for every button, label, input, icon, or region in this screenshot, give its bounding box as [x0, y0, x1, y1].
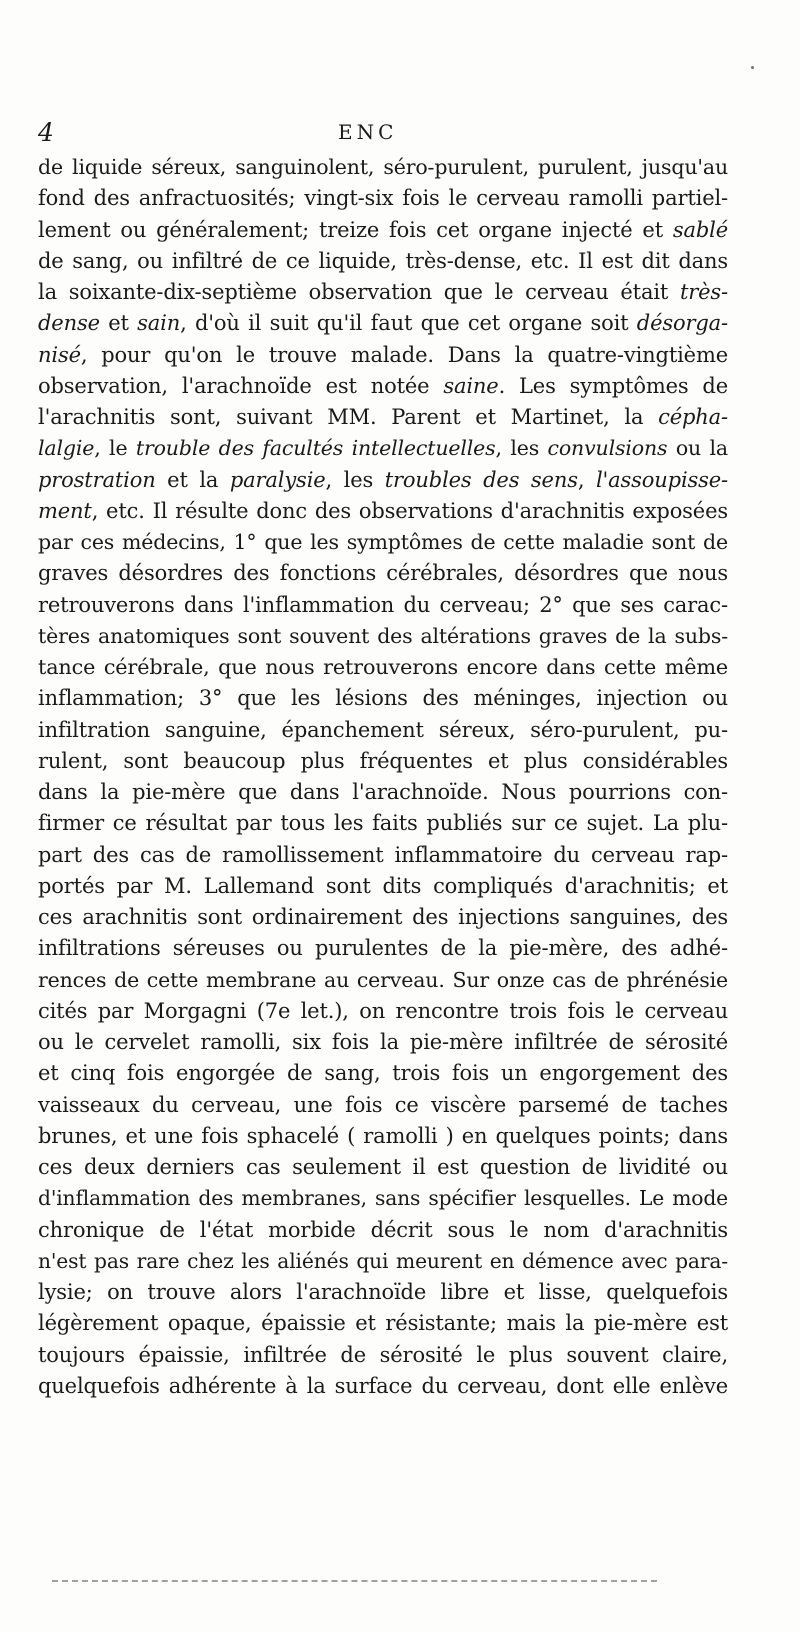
text-segment: , le [94, 436, 136, 461]
text-segment: ou le cervelet ramolli, six fois la pie-mère infiltrée de sérosité [38, 1030, 728, 1054]
text-line [38, 558, 728, 589]
text-line [38, 1027, 728, 1058]
text-line [38, 996, 728, 1027]
body-text [38, 152, 728, 1402]
text-segment: rulent, sont beaucoup plus fréquentes et plus considérables [38, 748, 728, 773]
italic-segment: sablé [672, 217, 728, 242]
text-line [38, 590, 728, 621]
italic-segment: sain [137, 311, 181, 336]
italic-segment: troubles des sens [384, 467, 578, 492]
italic-segment: nisé [38, 342, 81, 367]
text-segment: vaisseaux du cerveau, une fois ce viscère parsemé de taches [38, 1092, 728, 1117]
italic-segment: convulsions [547, 436, 668, 461]
text-segment: part des cas de ramollissement inflammatoire du cerveau rap- [38, 842, 728, 867]
text-line [38, 871, 728, 902]
text-segment: cités par Morgagni (7e let.), on rencontre trois fois le cerveau [38, 998, 728, 1023]
text-line [38, 465, 728, 496]
text-segment: , les [495, 436, 548, 461]
text-line [38, 1152, 728, 1183]
text-line [38, 902, 728, 933]
text-segment: ou la [667, 436, 728, 461]
text-segment: et [99, 311, 138, 336]
text-line [38, 433, 728, 464]
text-line [38, 402, 728, 433]
text-segment: lement ou généralement; treize fois cet organe injecté et [38, 217, 673, 242]
text-segment: chronique de l'état morbide décrit sous le nom d'arachnitis [38, 1217, 728, 1242]
text-segment: brunes, et une fois sphacelé ( ramolli ) en quelques points; dans [38, 1123, 728, 1148]
italic-segment: trouble des facultés intellectuelles [135, 436, 496, 461]
text-segment: , les [325, 467, 385, 492]
text-segment: , etc. Il résulte donc des observations d'arachnitis exposées [91, 498, 728, 523]
running-title: ENC [338, 120, 398, 144]
text-segment: par ces médecins, 1° que les symptômes de cette maladie sont de [38, 530, 728, 554]
text-line [38, 1308, 728, 1339]
text-segment: firmer ce résultat par tous les faits publiés sur ce sujet. La plu- [38, 811, 728, 836]
text-line [38, 1090, 728, 1121]
italic-segment: paralysie [229, 467, 326, 492]
text-segment: ces deux derniers cas seulement il est question de lividité ou [38, 1155, 728, 1179]
text-segment: , pour qu'on le trouve malade. Dans la quatre-vingtième [80, 342, 728, 367]
text-line [38, 652, 728, 683]
text-segment: infiltrations séreuses ou purulentes de la pie-mère, des adhé- [38, 936, 728, 961]
italic-segment: ment [38, 498, 92, 523]
text-segment: inflammation; 3° que les lésions des méninges, injection ou [38, 686, 728, 711]
text-line [38, 933, 728, 964]
text-segment: , [577, 467, 596, 492]
italic-segment: l'assoupisse- [595, 467, 728, 492]
text-line [38, 1058, 728, 1089]
text-segment: tance cérébrale, que nous retrouverons encore dans cette même [38, 655, 728, 679]
text-line [38, 1340, 728, 1371]
text-segment: et cinq fois engorgée de sang, trois fois un engorgement des [38, 1061, 728, 1086]
text-segment: , d'où il suit qu'il faut que cet organe soit [180, 311, 637, 336]
text-line [38, 527, 728, 558]
text-segment: légèrement opaque, épaissie et résistante; mais la pie-mère est [38, 1311, 728, 1336]
text-segment: retrouverons dans l'inflammation du cerveau; 2° que ses carac- [38, 592, 728, 617]
text-line [38, 715, 728, 746]
text-line [38, 683, 728, 714]
text-segment: toujours épaissie, infiltrée de sérosité le plus souvent claire, [38, 1342, 728, 1367]
text-segment: ces arachnitis sont ordinairement des injections sanguines, des [38, 905, 728, 929]
text-segment: la soixante-dix-septième observation que le cerveau était [38, 280, 680, 304]
text-line [38, 215, 728, 246]
text-segment: . Les symptômes de [498, 373, 728, 398]
text-line [38, 152, 728, 183]
text-line [38, 621, 728, 652]
italic-segment: lalgie [38, 436, 95, 461]
text-segment: et la [155, 467, 230, 492]
text-line [38, 308, 728, 339]
italic-segment: très- [679, 280, 728, 304]
text-line [38, 840, 728, 871]
paper-speck [751, 66, 754, 69]
text-line [38, 777, 728, 808]
text-segment: observation, l'arachnoïde est notée [38, 373, 444, 398]
italic-segment: désorga- [636, 311, 728, 336]
text-line [38, 1215, 728, 1246]
bottom-rule [52, 1580, 657, 1582]
text-line [38, 340, 728, 371]
text-line [38, 1183, 728, 1214]
italic-segment: cépha- [658, 405, 728, 429]
text-line [38, 246, 728, 277]
italic-segment: dense [38, 311, 100, 336]
text-line [38, 1246, 728, 1277]
text-segment: fond des anfractuosités; vingt-six fois le cerveau ramolli partiel- [38, 186, 728, 211]
text-segment: rences de cette membrane au cerveau. Sur onze cas de phrénésie [38, 967, 728, 992]
text-segment: infiltration sanguine, épanchement séreux, séro-purulent, pu- [38, 717, 728, 742]
text-line [38, 965, 728, 996]
text-line [38, 1121, 728, 1152]
page-number: 4 [38, 118, 54, 147]
text-segment: d'inflammation des membranes, sans spécifier lesquelles. Le mode [38, 1186, 728, 1211]
text-segment: tères anatomiques sont souvent des altérations graves de la subs- [38, 623, 728, 648]
text-segment: l'arachnitis sont, suivant MM. Parent et Martinet, la [38, 405, 659, 429]
text-line [38, 1371, 728, 1402]
text-segment: lysie; on trouve alors l'arachnoïde libre et lisse, quelquefois [38, 1280, 728, 1304]
text-line [38, 371, 728, 402]
text-line [38, 277, 728, 308]
italic-segment: saine [443, 373, 499, 398]
text-line [38, 496, 728, 527]
text-line [38, 183, 728, 214]
text-segment: portés par M. Lallemand sont dits compliqués d'arachnitis; et [38, 873, 728, 898]
text-line [38, 746, 728, 777]
text-segment: dans la pie-mère que dans l'arachnoïde. Nous pourrions con- [38, 780, 728, 804]
text-line [38, 1277, 728, 1308]
running-head [38, 118, 728, 152]
text-segment: de sang, ou infiltré de ce liquide, très-dense, etc. Il est dit dans [38, 248, 728, 273]
text-segment: de liquide séreux, sanguinolent, séro-purulent, purulent, jusqu'au [38, 155, 728, 179]
text-segment: graves désordres des fonctions cérébrales, désordres que nous [38, 561, 728, 586]
text-segment: n'est pas rare chez les aliénés qui meurent en démence avec para- [38, 1248, 728, 1273]
italic-segment: prostration [38, 467, 156, 492]
text-line [38, 808, 728, 839]
text-segment: quelquefois adhérente à la surface du cerveau, dont elle enlève [38, 1373, 728, 1398]
